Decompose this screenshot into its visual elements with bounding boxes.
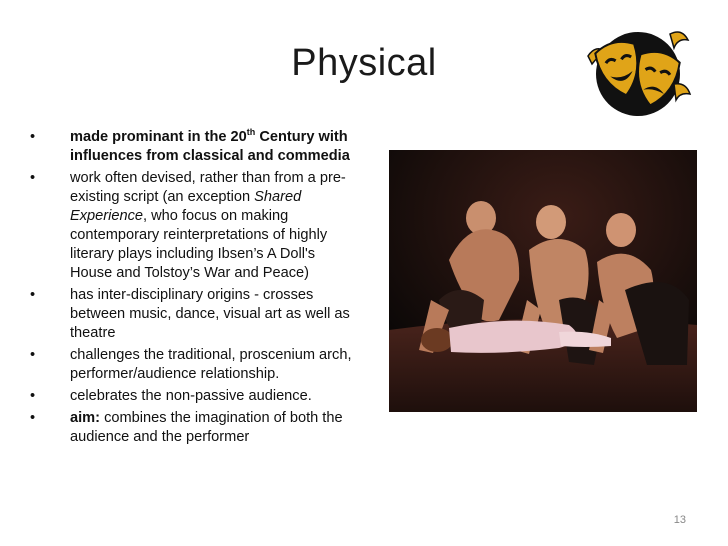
- bullet-text: challenges the traditional, proscenium arch, performer/audience relationship.: [70, 347, 352, 382]
- bullet-glyph: •: [30, 287, 36, 303]
- list-item: [30, 409, 360, 447]
- slide-title: Physical: [291, 42, 437, 84]
- list-item: [30, 128, 360, 166]
- bullet-glyph: •: [30, 410, 36, 426]
- list-item: [30, 169, 360, 283]
- bullet-text: made prominant in the 20th Century with influences from classical and commedia: [70, 127, 350, 164]
- bullet-text: has inter-disciplinary origins - crosses between music, dance, visual art as well as theatre: [70, 287, 350, 341]
- list-item: [30, 286, 360, 343]
- dance-performance-photo: [389, 150, 697, 412]
- bullet-glyph: •: [30, 170, 36, 186]
- theatre-masks-icon: [578, 22, 694, 118]
- list-item: [30, 346, 360, 384]
- bullet-text: work often devised, rather than from a pre-existing script (an exception Shared Experience, who focus on making contemporary reinterpretations of highly literary plays including Ibsen’s A Doll's House and Tolstoy’s War and Peace): [70, 170, 346, 281]
- page-number: 13: [673, 514, 686, 526]
- bullet-text: aim: combines the imagination of both the audience and the performer: [70, 410, 343, 445]
- bullet-text: celebrates the non-passive audience.: [70, 388, 312, 404]
- bullet-glyph: •: [30, 129, 36, 145]
- bullet-list: [30, 128, 360, 450]
- bullet-glyph: •: [30, 347, 36, 363]
- bullet-glyph: •: [30, 388, 36, 404]
- list-item: [30, 387, 360, 406]
